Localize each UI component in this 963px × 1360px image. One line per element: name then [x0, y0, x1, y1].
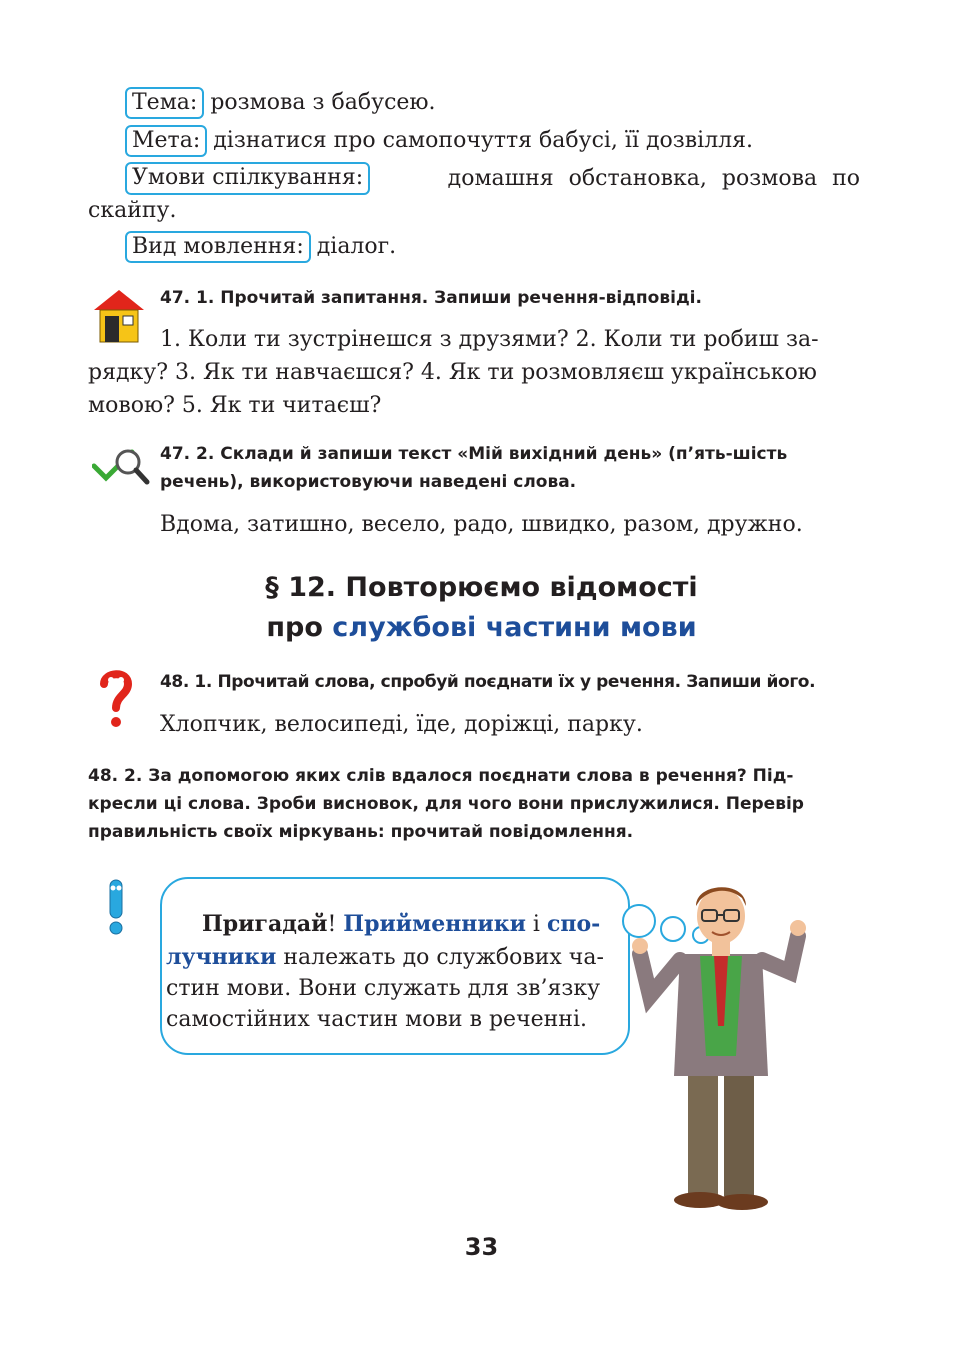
page-number: 33 [464, 1233, 499, 1261]
house-icon [92, 288, 146, 344]
conditions-label: Умови спілкування: [125, 162, 370, 195]
task-48-2-line3: правильність своїх міркувань: прочитай повідомлення. [88, 822, 634, 842]
note-prepositions: Прийменники [343, 911, 526, 937]
goal-label: Мета: [125, 125, 207, 157]
topic-text: розмова з бабусею. [210, 90, 436, 115]
section-title-line1: § 12. Повторюємо відомості [265, 572, 698, 603]
section-title-highlight: службові частини мови [332, 612, 697, 643]
speech-label: Вид мовлення: [125, 231, 311, 263]
task-48-1-words: Хлопчик, велосипеді, їде, доріжці, парку. [160, 712, 643, 737]
note-exclaim: ! [327, 912, 344, 937]
magnifier-check-icon [92, 444, 150, 488]
task-47-1-heading: 47. 1. Прочитай запитання. Запиши речення-відповіді. [160, 288, 702, 308]
task-47-1-line3: мовою? 5. Як ти читаєш? [88, 393, 382, 418]
speech-text: діалог. [316, 234, 397, 259]
note-line2-rest: належать до службових ча- [276, 945, 604, 970]
note-line3: стин мови. Вони служать для зв’язку [166, 976, 601, 1001]
task-47-1-line1: 1. Коли ти зустрінешся з друзями? 2. Коли ти робиш за- [160, 327, 819, 352]
task-47-1-line2: рядку? 3. Як ти навчаєшся? 4. Як ти розмовляєш українською [88, 360, 817, 385]
task-47-2-heading-line2: речень), використовуючи наведені слова. [160, 472, 577, 492]
goal-row [125, 124, 753, 157]
task-47-2-heading-line1: 47. 2. Склади й запиши текст «Мій вихідний день» (п’ять-шість [160, 444, 788, 464]
section-title-prefix: про [266, 612, 333, 643]
teacher-illustration [630, 876, 820, 1212]
note-and: і [525, 912, 547, 937]
task-48-1-heading: 48. 1. Прочитай слова, спробуй поєднати їх у речення. Запиши його. [160, 672, 816, 692]
conditions-text-cont: скайпу. [88, 198, 177, 223]
speech-row [125, 230, 396, 263]
conditions-text: домашня обстановка, розмова по [447, 166, 860, 191]
note-line4: самостійних частин мови в реченні. [166, 1007, 587, 1032]
topic-row [125, 86, 436, 119]
note-conjunctions-part1: спо- [546, 911, 601, 937]
task-48-2-line1: 48. 2. За допомогою яких слів вдалося поєднати слова в речення? Під- [88, 766, 794, 786]
note-line2 [166, 941, 604, 974]
section-title-line2 [0, 608, 963, 648]
note-line1 [202, 908, 600, 941]
task-47-2-words: Вдома, затишно, весело, радо, швидко, разом, дружно. [160, 512, 803, 537]
question-mark-icon [96, 668, 136, 730]
goal-text: дізнатися про самопочуття бабусі, її дозвілля. [213, 128, 754, 153]
note-conjunctions-part2: лучники [166, 944, 277, 970]
conditions-row [125, 162, 860, 195]
topic-label: Тема: [125, 87, 204, 119]
exclamation-mark-icon [104, 878, 128, 936]
task-48-2-line2: кресли ці слова. Зроби висновок, для чого вони прислужилися. Перевір [88, 794, 804, 814]
note-remember: Пригадай [202, 911, 328, 937]
